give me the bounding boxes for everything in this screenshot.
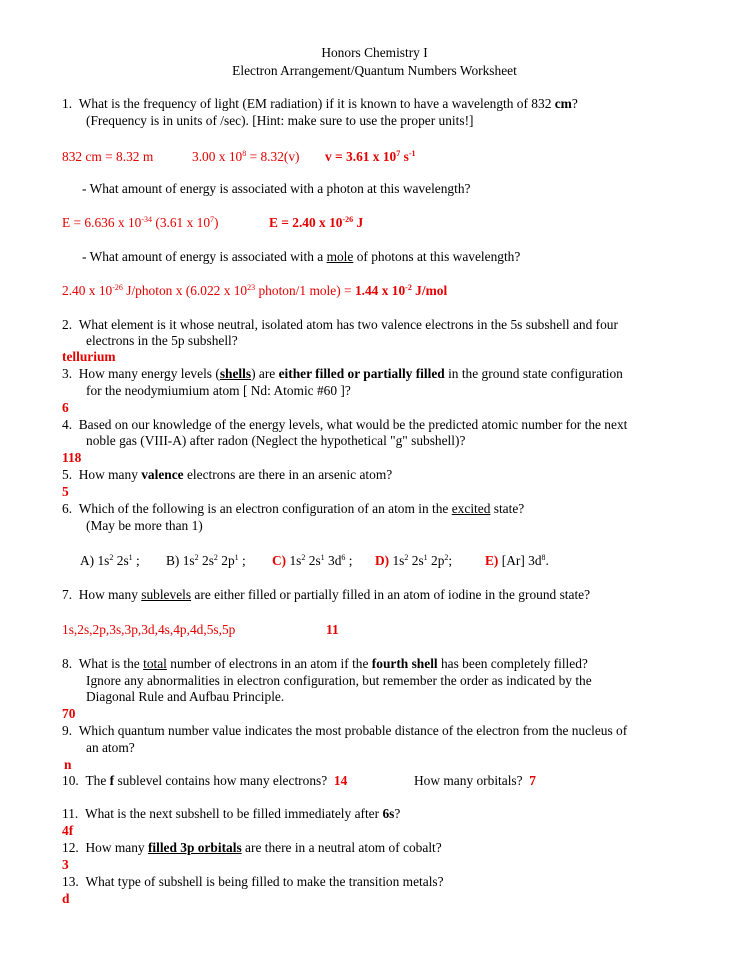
answer-2: tellurium	[62, 349, 116, 364]
option-b: B) $1s^2$ $2s^2$ $2p^1$ ;	[166, 553, 246, 568]
question-3: 3. How many energy levels (shells) are either filled or partially filled in the ground state configuration	[62, 366, 623, 381]
question-4: 4. Based on our knowledge of the energy levels, what would be the predicted atomic number for the next	[62, 417, 628, 432]
question-6-line-2: (May be more than 1)	[86, 518, 203, 533]
question-1-sub-2: - What amount of energy is associated with a mole of photons at this wavelength?	[82, 249, 521, 264]
question-13: 13. What type of subshell is being filled to make the transition metals?	[62, 874, 444, 889]
answer-3: 6	[62, 400, 69, 415]
answer-11: 4f	[62, 823, 74, 838]
option-c: C) $1s^2$ $2s^1$ $3d^6$ ;	[272, 553, 353, 568]
question-9-line-2: an atom?	[86, 740, 135, 755]
question-number: 1.	[62, 96, 73, 111]
answer-10-electrons: 14	[333, 773, 348, 788]
answer-13: d	[62, 891, 70, 906]
question-2-line-2: electrons in the 5p subshell?	[86, 333, 238, 348]
question-1-sub-1: - What amount of energy is associated with a photon at this wavelength?	[82, 181, 471, 196]
question-1: 1. What is the frequency of light (EM radiation) if it is known to have a wavelength of 832 cm?	[62, 96, 578, 111]
option-d: D) $1s^2$ $2s^1$ $2p^2$;	[375, 553, 453, 568]
answer-8: 70	[62, 706, 76, 721]
answer-4: 118	[62, 450, 82, 465]
worksheet-subtitle: Electron Arrangement/Quantum Numbers Worksheet	[232, 63, 517, 78]
answer-1-sub-2: 2.40 x $10^{-26}$ J/photon x (6.022 x $10^{23}$ photon/1 mole) = 1.44 x $10^{-2}$ J/mol	[62, 283, 448, 298]
answer-1-frequency: v = 3.61 x $10^7$ $s^{-1}$	[325, 149, 416, 164]
question-9: 9. Which quantum number value indicates the most probable distance of the electron from the nucleus of	[62, 723, 628, 738]
question-3-line-2: for the neodymiumium atom [ Nd: Atomic #60 ]?	[86, 383, 351, 398]
question-10: 10. The f sublevel contains how many electrons? 14	[62, 773, 348, 788]
question-5: 5. How many valence electrons are there in an arsenic atom?	[62, 467, 393, 482]
answer-9: n	[64, 757, 72, 772]
question-8-line-2: Ignore any abnormalities in electron configuration, but remember the order as indicated by the	[86, 673, 592, 688]
question-8: 8. What is the total number of electrons in an atom if the fourth shell has been completely filled?	[62, 656, 588, 671]
answer-1-sub-1-energy: E = 2.40 x $10^{-26}$ J	[269, 215, 364, 230]
question-1-line-2: (Frequency is in units of /sec). [Hint: make sure to use the proper units!]	[86, 113, 474, 128]
answer-7-count: 11	[326, 622, 339, 637]
question-10-orbitals: How many orbitals? 7	[414, 773, 536, 788]
answer-1-equation: 3.00 x $10^8 = 8.32(v)$	[192, 149, 300, 164]
question-4-line-2: noble gas (VIII-A) after radon (Neglect the hypothetical "g" subshell)?	[86, 433, 466, 448]
answer-5: 5	[62, 484, 69, 499]
question-2: 2. What element is it whose neutral, isolated atom has two valence electrons in the 5s subshell and four	[62, 317, 618, 332]
question-12: 12. How many filled 3p orbitals are there in a neutral atom of cobalt?	[62, 840, 442, 855]
question-7: 7. How many sublevels are either filled or partially filled in an atom of iodine in the ground state?	[62, 587, 591, 602]
answer-10-orbitals: 7	[529, 773, 536, 788]
option-a: A) $1s^2$ $2s^1$ ;	[80, 553, 140, 568]
answer-1-conversion: 832 cm = 8.32 m	[62, 149, 154, 164]
question-6: 6. Which of the following is an electron configuration of an atom in the excited state?	[62, 501, 525, 516]
question-11: 11. What is the next subshell to be filled immediately after 6s?	[62, 806, 401, 821]
answer-1-sub-1-equation: E = 6.636 x $10^{-34}$ (3.61 x $10^7$)	[62, 215, 219, 230]
answer-12: 3	[62, 857, 69, 872]
option-e: E) [Ar] $3d^8$.	[485, 553, 549, 568]
worksheet-title: Honors Chemistry I	[321, 45, 428, 60]
question-8-line-3: Diagonal Rule and Aufbau Principle.	[86, 689, 285, 704]
answer-7-sublevel-list: 1s,2s,2p,3s,3p,3d,4s,4p,4d,5s,5p	[62, 622, 236, 637]
